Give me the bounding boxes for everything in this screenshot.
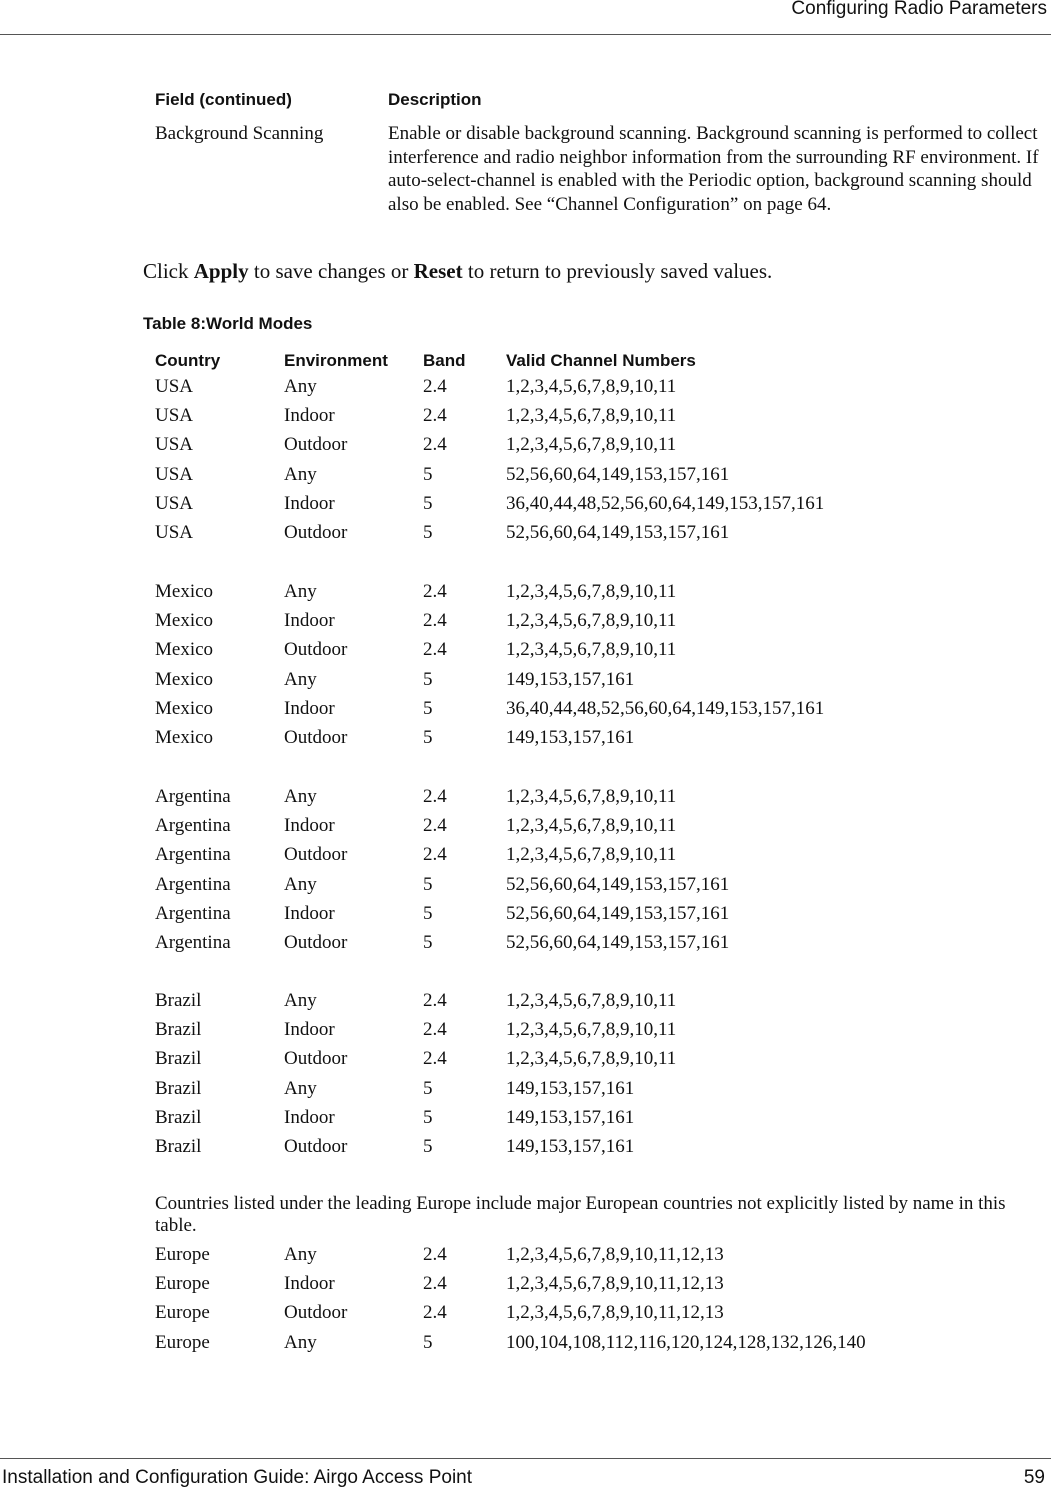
- table-row: [155, 639, 1035, 668]
- cell-country: USA: [155, 376, 194, 397]
- table-row: [155, 815, 1035, 844]
- apply-suffix: to return to previously saved values.: [462, 259, 773, 283]
- cell-band: 5: [423, 1331, 433, 1353]
- group-note: Countries listed under the leading Europe include major European countries not explicitly listed by name in this table.: [155, 1193, 1006, 1236]
- table-row: [155, 522, 1035, 551]
- cell-channels: 149,153,157,161: [506, 1135, 635, 1157]
- cell-country: Brazil: [155, 990, 202, 1011]
- channels-column-header: Valid Channel Numbers: [506, 351, 696, 370]
- cell-channels: 149,153,157,161: [506, 668, 635, 690]
- cell-environment: Outdoor: [284, 726, 348, 748]
- cell-band: 2.4: [423, 786, 447, 807]
- table-row: [155, 1302, 1035, 1331]
- table-row: [155, 932, 1035, 961]
- cell-band: 2.4: [423, 376, 447, 397]
- cell-band: 5: [423, 902, 433, 924]
- cell-band: 5: [423, 463, 433, 485]
- cell-country: Mexico: [155, 668, 214, 690]
- cell-country: Mexico: [155, 639, 214, 661]
- country-group: [155, 990, 1035, 1165]
- table-row: [155, 581, 1035, 610]
- cell-channels: 1,2,3,4,5,6,7,8,9,10,11: [506, 815, 677, 837]
- environment-column-header: Environment: [284, 351, 388, 370]
- country-group: [155, 1193, 1035, 1361]
- cell-channels: 52,56,60,64,149,153,157,161: [506, 521, 730, 543]
- table-row: [155, 1244, 1035, 1273]
- cell-country: Mexico: [155, 610, 214, 632]
- table-row: [155, 610, 1035, 639]
- cell-environment: Outdoor: [284, 931, 348, 953]
- table-row: [155, 1273, 1035, 1302]
- cell-band: 2.4: [423, 990, 447, 1011]
- cell-environment: Indoor: [284, 815, 335, 837]
- cell-channels: 52,56,60,64,149,153,157,161: [506, 873, 730, 895]
- table-row: [155, 990, 1035, 1019]
- cell-environment: Indoor: [284, 1273, 335, 1295]
- table-row: [155, 903, 1035, 932]
- cell-environment: Outdoor: [284, 844, 348, 866]
- cell-channels: 36,40,44,48,52,56,60,64,149,153,157,161: [506, 697, 825, 719]
- cell-country: Brazil: [155, 1135, 202, 1157]
- cell-environment: Any: [284, 786, 317, 807]
- cell-country: Mexico: [155, 697, 214, 719]
- cell-band: 5: [423, 492, 433, 514]
- cell-channels: 149,153,157,161: [506, 726, 635, 748]
- cell-environment: Outdoor: [284, 434, 348, 456]
- cell-band: 5: [423, 931, 433, 953]
- header-title: Configuring Radio Parameters: [791, 0, 1047, 19]
- cell-channels: 1,2,3,4,5,6,7,8,9,10,11: [506, 1019, 677, 1041]
- cell-environment: Indoor: [284, 902, 335, 924]
- cell-channels: 1,2,3,4,5,6,7,8,9,10,11: [506, 581, 677, 602]
- country-group: [155, 376, 1035, 551]
- cell-band: 5: [423, 726, 433, 748]
- cell-band: 2.4: [423, 815, 447, 837]
- cell-channels: 149,153,157,161: [506, 1106, 635, 1128]
- table-row: [155, 786, 1035, 815]
- field-column-header: Field (continued): [155, 90, 292, 109]
- cell-band: 5: [423, 521, 433, 543]
- cell-environment: Indoor: [284, 1019, 335, 1041]
- cell-country: Argentina: [155, 902, 231, 924]
- cell-band: 2.4: [423, 581, 447, 602]
- cell-environment: Any: [284, 463, 317, 485]
- cell-channels: 1,2,3,4,5,6,7,8,9,10,11: [506, 1048, 677, 1070]
- cell-environment: Outdoor: [284, 521, 348, 543]
- cell-environment: Any: [284, 1077, 317, 1099]
- cell-country: Brazil: [155, 1019, 202, 1041]
- field-table-header: [155, 90, 1040, 122]
- cell-country: Argentina: [155, 931, 231, 953]
- table-row: [155, 1332, 1035, 1361]
- country-group: [155, 581, 1035, 756]
- cell-country: Europe: [155, 1273, 210, 1295]
- cell-country: USA: [155, 521, 194, 543]
- cell-country: Brazil: [155, 1077, 202, 1099]
- apply-middle: to save changes or: [248, 259, 414, 283]
- cell-channels: 1,2,3,4,5,6,7,8,9,10,11,12,13: [506, 1244, 724, 1265]
- country-group: [155, 786, 1035, 961]
- cell-band: 2.4: [423, 1302, 447, 1324]
- cell-country: USA: [155, 405, 194, 427]
- cell-country: Mexico: [155, 726, 214, 748]
- cell-channels: 149,153,157,161: [506, 1077, 635, 1099]
- cell-environment: Indoor: [284, 405, 335, 427]
- cell-band: 2.4: [423, 1244, 447, 1265]
- cell-country: USA: [155, 434, 194, 456]
- cell-channels: 1,2,3,4,5,6,7,8,9,10,11: [506, 405, 677, 427]
- page-footer: [0, 1458, 1051, 1493]
- cell-country: Europe: [155, 1331, 210, 1353]
- field-row-background-scanning: [155, 122, 1040, 216]
- cell-country: Argentina: [155, 786, 231, 807]
- cell-environment: Any: [284, 873, 317, 895]
- cell-band: 2.4: [423, 434, 447, 456]
- cell-band: 2.4: [423, 844, 447, 866]
- apply-instruction: [143, 259, 772, 284]
- table-row: [155, 1107, 1035, 1136]
- cell-band: 2.4: [423, 639, 447, 661]
- cell-environment: Any: [284, 1331, 317, 1353]
- table-row: [155, 405, 1035, 434]
- page-number: 59: [1023, 1467, 1045, 1488]
- cell-channels: 1,2,3,4,5,6,7,8,9,10,11: [506, 376, 677, 397]
- cell-environment: Any: [284, 376, 317, 397]
- cell-environment: Any: [284, 990, 317, 1011]
- cell-country: Argentina: [155, 844, 231, 866]
- table-title: Table 8:World Modes: [143, 314, 313, 333]
- cell-band: 2.4: [423, 1273, 447, 1295]
- field-description: Enable or disable background scanning. Background scanning is performed to collect interference and radio neighbor information from the surrounding RF environment. If auto-select-channel is enabled with the Periodic option, background scanning should also be enabled. See “Channel Configuration” on page 64.: [388, 123, 1039, 215]
- table-row: [155, 464, 1035, 493]
- table-row: [155, 1048, 1035, 1077]
- world-table-header: [155, 351, 1035, 375]
- cell-environment: Indoor: [284, 1106, 335, 1128]
- table-row: [155, 1078, 1035, 1107]
- table-row: [155, 669, 1035, 698]
- cell-environment: Indoor: [284, 492, 335, 514]
- cell-band: 2.4: [423, 1048, 447, 1070]
- cell-channels: 1,2,3,4,5,6,7,8,9,10,11: [506, 639, 677, 661]
- table-row: [155, 1019, 1035, 1048]
- cell-channels: 1,2,3,4,5,6,7,8,9,10,11,12,13: [506, 1302, 724, 1324]
- cell-band: 2.4: [423, 1019, 447, 1041]
- cell-country: Europe: [155, 1244, 210, 1265]
- description-column-header: Description: [388, 90, 482, 109]
- cell-band: 5: [423, 1077, 433, 1099]
- cell-channels: 1,2,3,4,5,6,7,8,9,10,11: [506, 844, 677, 866]
- cell-environment: Indoor: [284, 697, 335, 719]
- cell-channels: 36,40,44,48,52,56,60,64,149,153,157,161: [506, 492, 825, 514]
- cell-country: Mexico: [155, 581, 214, 602]
- table-row: [155, 874, 1035, 903]
- cell-environment: Any: [284, 1244, 317, 1265]
- cell-country: Argentina: [155, 873, 231, 895]
- cell-country: USA: [155, 463, 194, 485]
- table-row: [155, 727, 1035, 756]
- apply-prefix: Click: [143, 259, 194, 283]
- cell-band: 5: [423, 1135, 433, 1157]
- cell-channels: 52,56,60,64,149,153,157,161: [506, 463, 730, 485]
- reset-label: Reset: [413, 259, 463, 283]
- cell-channels: 1,2,3,4,5,6,7,8,9,10,11,12,13: [506, 1273, 724, 1295]
- field-name: Background Scanning: [155, 123, 324, 144]
- cell-environment: Any: [284, 668, 317, 690]
- cell-channels: 52,56,60,64,149,153,157,161: [506, 902, 730, 924]
- cell-band: 2.4: [423, 610, 447, 632]
- cell-band: 5: [423, 1106, 433, 1128]
- cell-environment: Outdoor: [284, 1048, 348, 1070]
- cell-environment: Outdoor: [284, 639, 348, 661]
- cell-country: USA: [155, 492, 194, 514]
- cell-channels: 1,2,3,4,5,6,7,8,9,10,11: [506, 434, 677, 456]
- field-description-table: [155, 90, 1040, 216]
- cell-band: 2.4: [423, 405, 447, 427]
- cell-environment: Any: [284, 581, 317, 602]
- country-column-header: Country: [155, 351, 221, 370]
- table-row: [155, 376, 1035, 405]
- page-header: [0, 0, 1051, 35]
- cell-band: 5: [423, 873, 433, 895]
- cell-channels: 1,2,3,4,5,6,7,8,9,10,11: [506, 990, 677, 1011]
- cell-environment: Outdoor: [284, 1302, 348, 1324]
- band-column-header: Band: [423, 351, 466, 370]
- cell-channels: 52,56,60,64,149,153,157,161: [506, 931, 730, 953]
- cell-channels: 1,2,3,4,5,6,7,8,9,10,11: [506, 610, 677, 632]
- cell-country: Europe: [155, 1302, 210, 1324]
- cell-country: Brazil: [155, 1048, 202, 1070]
- cell-channels: 1,2,3,4,5,6,7,8,9,10,11: [506, 786, 677, 807]
- cell-band: 5: [423, 697, 433, 719]
- table-row: [155, 844, 1035, 873]
- table-row: [155, 493, 1035, 522]
- cell-environment: Outdoor: [284, 1135, 348, 1157]
- cell-country: Brazil: [155, 1106, 202, 1128]
- cell-country: Argentina: [155, 815, 231, 837]
- table-row: [155, 1136, 1035, 1165]
- footer-guide-title: Installation and Configuration Guide: Airgo Access Point: [2, 1467, 473, 1488]
- table-row: [155, 434, 1035, 463]
- cell-channels: 100,104,108,112,116,120,124,128,132,126,140: [506, 1331, 866, 1353]
- apply-label: Apply: [193, 259, 249, 283]
- table-row: [155, 698, 1035, 727]
- cell-environment: Indoor: [284, 610, 335, 632]
- cell-band: 5: [423, 668, 433, 690]
